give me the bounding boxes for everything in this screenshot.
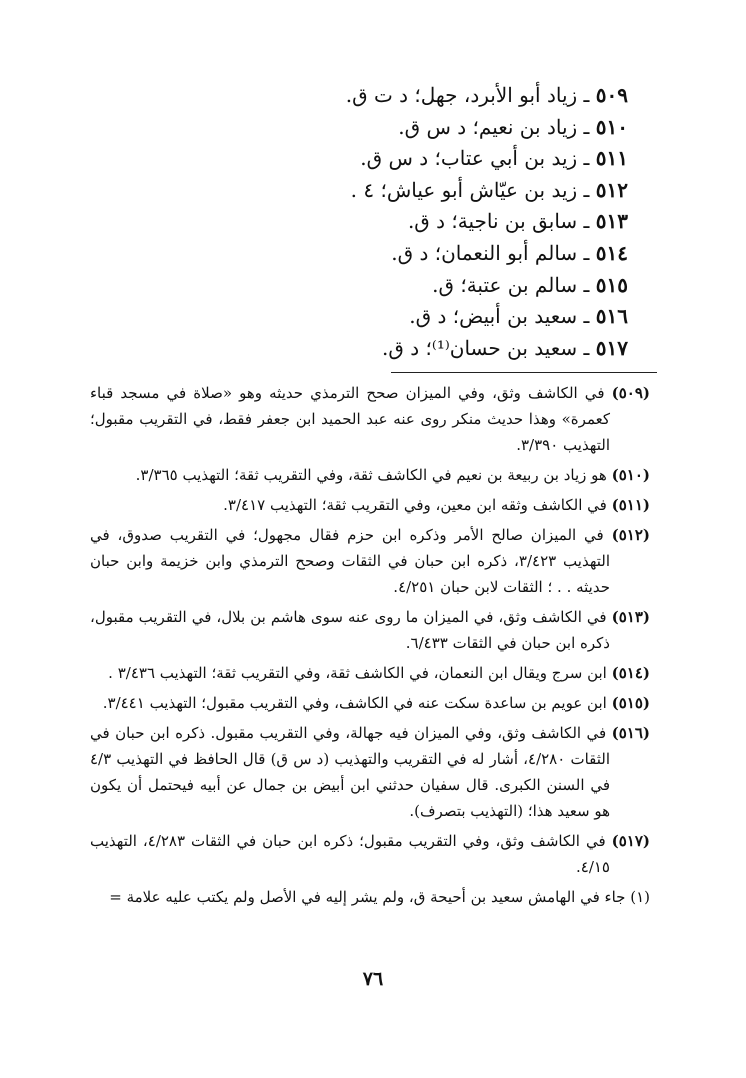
footnote-ref: (١): [630, 888, 650, 906]
footnote-text: في الكاشف وثق، وفي الميزان فيه جهالة، وفي التقريب مقبول. ذكره ابن حبان في الثقات ٤/٢٨٠، أشار له في التقريب والتهذيب (د س ق) قال الحافظ في التهذيب ٤/٣ في السنن الكبرى. قال سفيان حدثني ابن أبيض بن جمال عن أبيه فيحتمل أن يكون هو سعيد هذا؛ (التهذيب بتصرف).: [90, 724, 610, 820]
footnote: [90, 492, 650, 518]
footnote-ref: (٥١٢): [611, 526, 650, 544]
entry-number: ٥٠٩: [595, 83, 628, 107]
list-item: ٥١٥ ـ سالم بن عتبة؛ ق.: [432, 272, 628, 297]
footnote-text: هو زياد بن ربيعة بن نعيم في الكاشف ثقة، وفي التقريب ثقة؛ التهذيب ٣/٣٦٥.: [135, 466, 607, 484]
footnote-ref: (٥١٣): [611, 608, 650, 626]
footnote-text: في الكاشف وثقه ابن معين، وفي التقريب ثقة؛ التهذيب ٣/٤١٧.: [223, 496, 607, 514]
entry-text: زياد بن نعيم؛ د س ق.: [398, 114, 578, 139]
footnote-text: في الكاشف وثق، وفي التقريب مقبول؛ ذكره ابن حبان في الثقات ٤/٢٨٣، التهذيب ٤/١٥.: [90, 832, 610, 876]
list-item: ٥١٤ ـ سالم أبو النعمان؛ د ق.: [391, 240, 628, 265]
footnote-text: في الكاشف وثق، وفي الميزان صحح الترمذي حديثه وهو «صلاة في مسجد قباء كعمرة» وهذا حديث منكر روى عنه عبد الحميد ابن جعفر فقط، في التقريب مقبول؛ التهذيب ٣/٣٩٠.: [90, 384, 610, 454]
footnote-ref: (٥١٥): [611, 694, 650, 712]
footnotes: [90, 380, 650, 910]
footnote: [90, 690, 650, 716]
entry-text: سابق بن ناجية؛ د ق.: [407, 209, 578, 234]
entry-text: سعيد بن أبيض؛ د ق.: [409, 304, 578, 329]
footnote-text: في الكاشف وثق، في الميزان ما روى عنه سوى هاشم بن بلال، في التقريب مقبول، ذكره ابن حبان في الثقات ٦/٤٣٣.: [90, 608, 610, 652]
footnote-ref: (٥١٤): [611, 664, 650, 682]
footnote-ref: (٥١١): [611, 496, 650, 514]
footnote-text: ابن سرج ويقال ابن النعمان، في الكاشف ثقة، وفي التقريب ثقة؛ التهذيب ٣/٤٣٦ .: [108, 664, 607, 682]
footnote: [90, 522, 650, 600]
list-item: ٥١١ ـ زيد بن أبي عتاب؛ د س ق.: [360, 146, 628, 171]
entry-number: ٥١٥: [595, 272, 628, 297]
entry-text: سعيد بن حسان⁽¹⁾؛ د ق.: [382, 335, 578, 360]
entry-text: سالم بن عتبة؛ ق.: [432, 272, 578, 297]
footnote-text: في الميزان صالح الأمر وذكره ابن حزم فقال مجهول؛ في التقريب صدوق، في التهذيب ٣/٤٢٣، ذكره ابن حبان في الثقات وصحح الترمذي وابن خزيمة وابن حبان حديثه . . ؛ الثقات لابن حبان ٤/٢٥١.: [90, 526, 610, 596]
narrator-list: [208, 80, 628, 364]
footnote: [90, 604, 650, 656]
footnote-divider: [391, 372, 657, 373]
entry-number: ٥١٦: [595, 304, 628, 329]
marginal-note: [90, 884, 650, 910]
footnote-ref: (٥١٠): [611, 466, 650, 484]
entry-text: زيد بن أبي عتاب؛ د س ق.: [360, 146, 578, 171]
entry-text: زياد أبو الأبرد، جهل؛ د ت ق.: [345, 83, 578, 107]
entry-number: ٥١٧: [595, 335, 628, 360]
list-item: ٥٠٩ ـ زياد أبو الأبرد، جهل؛ د ت ق.: [345, 83, 628, 107]
footnote: [90, 828, 650, 880]
footnote: [90, 720, 650, 824]
footnote-ref: (٥١٧): [611, 832, 650, 850]
list-item: ٥١٢ ـ زيد بن عيّاش أبو عياش؛ ٤ .: [350, 177, 628, 202]
entry-text: سالم أبو النعمان؛ د ق.: [391, 240, 578, 265]
list-item: ٥١٣ ـ سابق بن ناجية؛ د ق.: [407, 209, 628, 234]
entry-text: زيد بن عيّاش أبو عياش؛ ٤ .: [350, 177, 578, 202]
entry-number: ٥١٣: [595, 209, 628, 234]
entry-number: ٥١١: [595, 146, 628, 171]
footnote: [90, 462, 650, 488]
entry-number: ٥١٢: [595, 177, 628, 202]
footnote: [90, 660, 650, 686]
footnote-ref: (٥١٦): [611, 724, 650, 742]
list-item: ٥١٠ ـ زياد بن نعيم؛ د س ق.: [398, 114, 628, 139]
footnote-text: جاء في الهامش سعيد بن أحيحة ق، ولم يشر إليه في الأصل ولم يكتب عليه علامة =: [109, 888, 626, 906]
footnote-text: ابن عويم بن ساعدة سكت عنه في الكاشف، وفي التقريب مقبول؛ التهذيب ٣/٤٤١.: [102, 694, 607, 712]
list-item: ٥١٧ ـ سعيد بن حسان⁽¹⁾؛ د ق.: [382, 335, 628, 360]
entry-number: ٥١٠: [595, 114, 628, 139]
page-number: ٧٦: [362, 968, 384, 990]
entry-number: ٥١٤: [595, 240, 628, 265]
footnote-ref: (٥٠٩): [611, 384, 650, 402]
footnote: [90, 380, 650, 458]
list-item: ٥١٦ ـ سعيد بن أبيض؛ د ق.: [409, 304, 628, 329]
